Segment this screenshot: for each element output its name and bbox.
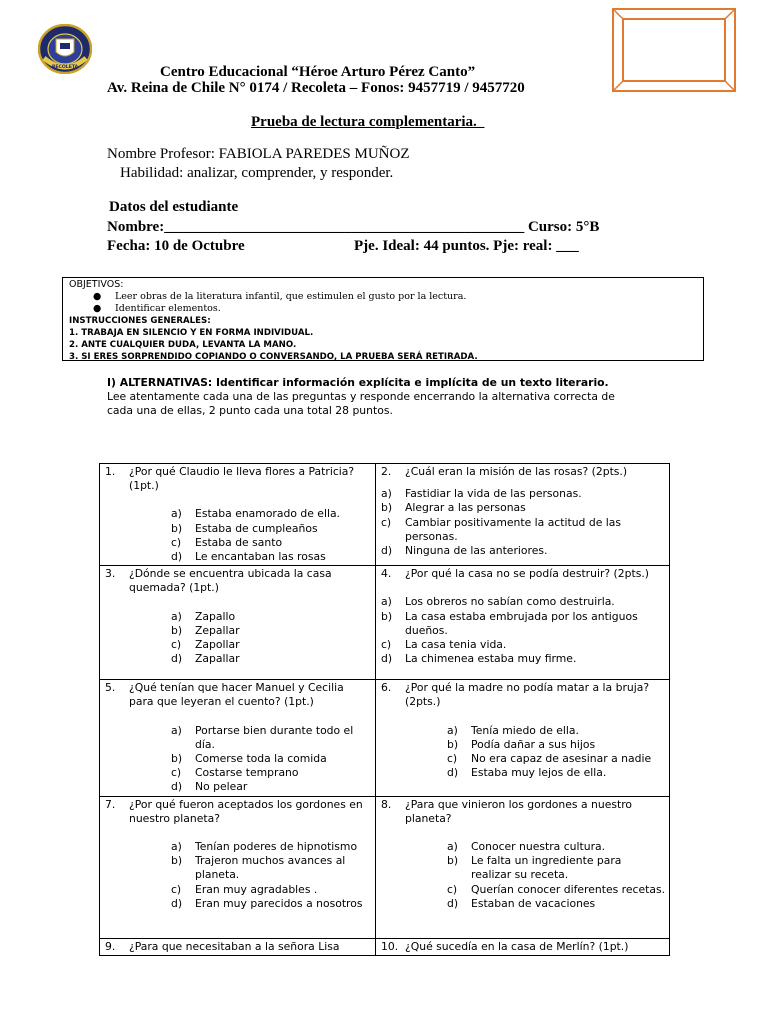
option-item[interactable]: b) La casa estaba embrujada por los antiguos dueños. xyxy=(381,609,638,637)
option-item[interactable]: c) Querían conocer diferentes recetas. xyxy=(447,882,666,896)
section-instructions: Lee atentamente cada una de las preguntas y responde encerrando la alternativa correcta de xyxy=(107,390,615,403)
objective-item: ● Leer obras de la literatura infantil, que estimulen el gusto por la lectura. xyxy=(93,291,467,302)
objectives-box xyxy=(62,277,704,361)
option-item[interactable]: a) Portarse bien durante todo el día. xyxy=(171,723,354,751)
questions-table xyxy=(99,463,670,956)
option-item[interactable]: a) Fastidiar la vida de las personas. xyxy=(381,487,582,501)
option-item[interactable]: d) Estaba muy lejos de ella. xyxy=(447,766,607,780)
option-item[interactable]: d) Estaban de vacaciones xyxy=(447,896,596,910)
question-cell: 9. ¿Para que necesitaban a la señora Lisa xyxy=(100,938,376,955)
school-name: Centro Educacional “Héroe Arturo Pérez Canto” xyxy=(160,64,476,80)
option-item[interactable]: b) Le falta un ingrediente para realizar su receta. xyxy=(447,854,622,882)
section-title: I) ALTERNATIVAS: Identificar información explícita e implícita de un texto literario. xyxy=(107,376,609,389)
options-list xyxy=(381,840,665,911)
objective-item: ● Identificar elementos. xyxy=(93,303,221,314)
option-item[interactable]: a) Conocer nuestra cultura. xyxy=(447,840,606,854)
objectives-title: OBJETIVOS: xyxy=(69,279,124,290)
options-list xyxy=(105,724,371,795)
option-item[interactable]: b) Podía dañar a sus hijos xyxy=(447,737,596,751)
option-item[interactable]: b) Trajeron muchos avances al planeta. xyxy=(171,854,346,882)
option-item[interactable]: b) Alegrar a las personas xyxy=(381,501,526,515)
options-list xyxy=(381,595,665,666)
question-text: ¿Por qué la madre no podía matar a la bruja? (2pts.) xyxy=(405,681,650,709)
option-item[interactable]: c) La casa tenia vida. xyxy=(381,638,507,652)
question-text: ¿Cuál eran la misión de las rosas? (2pts.) xyxy=(405,465,628,478)
option-item[interactable]: d) La chimenea estaba muy firme. xyxy=(381,652,577,666)
options-list xyxy=(105,840,371,911)
question-cell: 10. ¿Qué sucedía en la casa de Merlín? (1pt.) xyxy=(376,938,670,955)
instructions-title: INSTRUCCIONES GENERALES: xyxy=(69,316,211,326)
question-cell: 3. ¿Dónde se encuentra ubicada la casa quemada? (1pt.) a) Zapallo b) Zepallar c) Zapollar d) Zapallar xyxy=(100,566,376,680)
option-item[interactable]: d) Eran muy parecidos a nosotros xyxy=(171,896,363,910)
logo-text: RECOLETA xyxy=(51,65,79,70)
skill-line: Habilidad: analizar, comprender, y responder. xyxy=(120,165,394,181)
question-text: ¿Para que necesitaban a la señora Lisa xyxy=(129,939,340,953)
question-cell: 8. ¿Para que vinieron los gordones a nuestro planeta? a) Conocer nuestra cultura. b) Le falta un ingrediente para realizar su receta. c) Querían conocer diferentes recetas. d) Estaban de vacaciones xyxy=(376,796,670,938)
options-list xyxy=(105,610,371,667)
option-item[interactable]: d) Ninguna de las anteriores. xyxy=(381,544,548,558)
test-title: Prueba de lectura complementaria._ xyxy=(251,114,485,130)
question-text: ¿Qué tenían que hacer Manuel y Cecilia para que leyeran el cuento? (1pt.) xyxy=(129,681,344,709)
course-label: Curso: 5°B xyxy=(524,219,600,235)
option-item[interactable]: a) Zapallo xyxy=(171,609,236,623)
question-text: ¿Por qué la casa no se podía destruir? (2pts.) xyxy=(405,567,649,581)
options-list xyxy=(381,487,665,558)
options-list xyxy=(105,507,371,564)
score-label: Pje. Ideal: 44 puntos. Pje: real: ___ xyxy=(354,238,579,254)
instruction-item: 1. TRABAJA EN SILENCIO Y EN FORMA INDIVIDUAL. xyxy=(69,328,314,338)
option-item[interactable]: d) Zapallar xyxy=(171,652,240,666)
section-block xyxy=(107,376,667,418)
question-text: ¿Dónde se encuentra ubicada la casa quemada? (1pt.) xyxy=(129,567,332,595)
option-item[interactable]: c) Eran muy agradables . xyxy=(171,882,318,896)
question-cell: 7. ¿Por qué fueron aceptados los gordones en nuestro planeta? a) Tenían poderes de hipnotismo b) Trajeron muchos avances al planeta. c) Eran muy agradables . d) Eran muy parecidos a nosotros xyxy=(100,796,376,938)
option-item[interactable]: b) Comerse toda la comida xyxy=(171,752,327,766)
option-item[interactable]: a) Tenía miedo de ella. xyxy=(447,723,579,737)
instruction-item: 2. ANTE CUALQUIER DUDA, LEVANTA LA MANO. xyxy=(69,340,297,350)
question-text: ¿Para que vinieron los gordones a nuestro planeta? xyxy=(405,797,633,825)
option-item[interactable]: a) Los obreros no sabían como destruirla. xyxy=(381,595,615,609)
option-item[interactable]: d) Le encantaban las rosas xyxy=(171,550,326,564)
score-frame xyxy=(612,8,736,92)
student-heading: Datos del estudiante xyxy=(109,199,239,215)
school-address: Av. Reina de Chile N° 0174 / Recoleta – Fonos: 9457719 / 9457720 xyxy=(107,80,525,96)
date-label: Fecha: 10 de Octubre xyxy=(107,238,245,254)
question-cell: 5. ¿Qué tenían que hacer Manuel y Cecilia para que leyeran el cuento? (1pt.) a) Portarse bien durante todo el día. b) Comerse toda la comida c) Costarse temprano d) No pelear xyxy=(100,680,376,796)
option-item[interactable]: c) Cambiar positivamente la actitud de las personas. xyxy=(381,515,622,543)
option-item[interactable]: d) No pelear xyxy=(171,780,248,794)
option-item[interactable]: b) Zepallar xyxy=(171,623,240,637)
question-cell: 6. ¿Por qué la madre no podía matar a la bruja? (2pts.) a) Tenía miedo de ella. b) Podía dañar a sus hijos c) No era capaz de asesinar a nadie d) Estaba muy lejos de ella. xyxy=(376,680,670,796)
question-cell: 1. ¿Por qué Claudio le lleva flores a Patricia? (1pt.) a) Estaba enamorado de ella. b) Estaba de cumpleaños c) Estaba de santo d) Le encantaban las rosas xyxy=(100,464,376,566)
section-instructions: cada una de ellas, 2 punto cada una total 28 puntos. xyxy=(107,404,393,417)
option-item[interactable]: c) Zapollar xyxy=(171,638,240,652)
question-text: ¿Por qué Claudio le lleva flores a Patricia? (1pt.) xyxy=(129,465,355,493)
school-logo-icon xyxy=(38,24,92,74)
option-item[interactable]: c) Estaba de santo xyxy=(171,535,283,549)
name-label: Nombre: xyxy=(107,219,165,235)
option-item[interactable]: b) Estaba de cumpleaños xyxy=(171,521,318,535)
question-text: ¿Por qué fueron aceptados los gordones en nuestro planeta? xyxy=(129,797,363,825)
option-item[interactable]: c) Costarse temprano xyxy=(171,766,299,780)
question-cell: 4. ¿Por qué la casa no se podía destruir? (2pts.) a) Los obreros no sabían como destruirla. b) La casa estaba embrujada por los antiguos dueños. c) La casa tenia vida. d) La chimenea estaba muy firme. xyxy=(376,566,670,680)
teacher-name: Nombre Profesor: FABIOLA PAREDES MUÑOZ xyxy=(107,146,410,162)
option-item[interactable]: c) No era capaz de asesinar a nadie xyxy=(447,752,652,766)
option-item[interactable]: a) Tenían poderes de hipnotismo xyxy=(171,840,358,854)
question-cell: 2. ¿Cuál eran la misión de las rosas? (2pts.) a) Fastidiar la vida de las personas. b) Alegrar a las personas c) Cambiar positivamente la actitud de las personas. d) Ninguna de las anteriores. xyxy=(376,464,670,566)
options-list xyxy=(381,724,665,781)
name-input-line: ________________________________________________ xyxy=(164,219,525,235)
question-text: ¿Qué sucedía en la casa de Merlín? (1pt.) xyxy=(405,939,629,953)
student-name-row xyxy=(107,219,599,236)
option-item[interactable]: a) Estaba enamorado de ella. xyxy=(171,507,340,521)
instruction-item: 3. SI ERES SORPRENDIDO COPIANDO O CONVERSANDO, LA PRUEBA SERÁ RETIRADA. xyxy=(69,352,478,362)
